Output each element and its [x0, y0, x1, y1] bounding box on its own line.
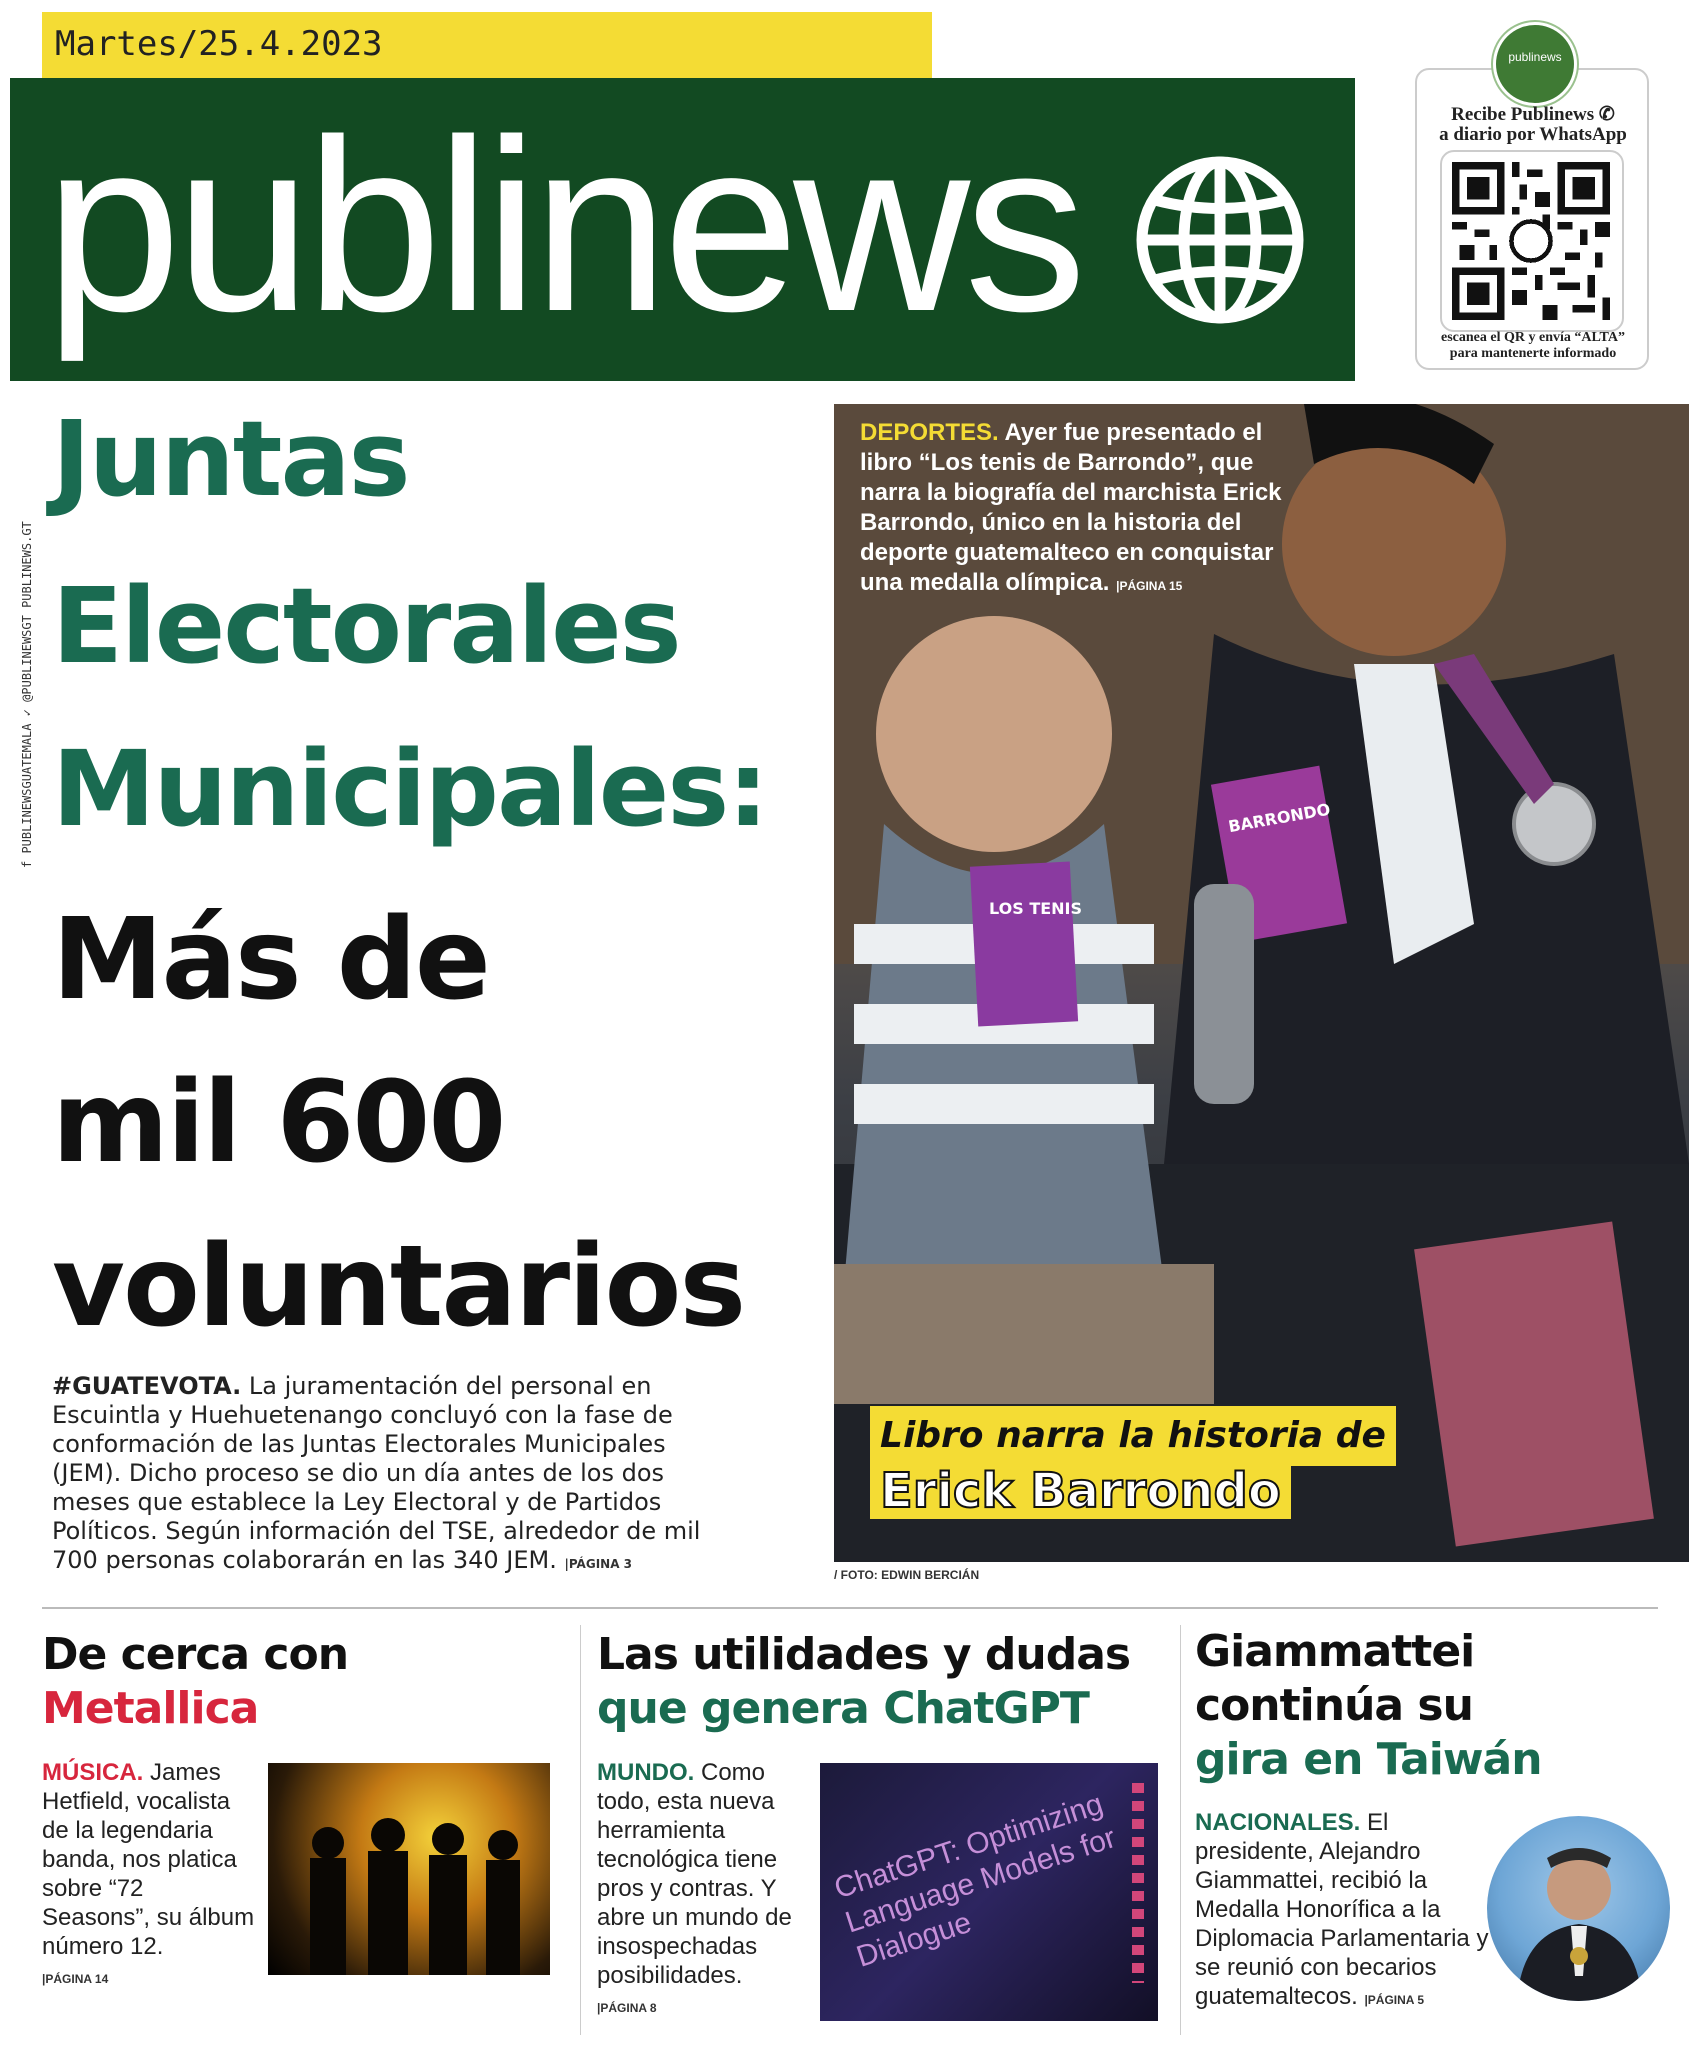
promo-subtitle: a diario por WhatsApp — [1439, 124, 1627, 145]
giammattei-page-ref[interactable]: |PÁGINA 5 — [1364, 1993, 1425, 2007]
badge-text: publinews — [1508, 50, 1562, 64]
section-divider — [42, 1607, 1658, 1609]
olympic-medal — [1514, 784, 1594, 864]
chatgpt-headline[interactable] — [597, 1628, 1137, 1736]
chatgpt-screen-text: ChatGPT: Optimizing Language Models for Dialogue — [830, 1787, 1120, 1974]
chatgpt-body — [597, 1758, 797, 2023]
photo-caption — [860, 418, 1320, 601]
metallica-headline-line-2: Metallica — [42, 1683, 259, 1734]
chatgpt-page-ref[interactable]: |PÁGINA 8 — [597, 2001, 657, 2015]
headline-line-6[interactable]: voluntarios — [52, 1222, 745, 1352]
chatgpt-headline-line-2: que genera ChatGPT — [597, 1683, 1089, 1734]
photo-credit: / FOTO: EDWIN BERCIÁN — [834, 1568, 980, 1582]
promo-title: Recibe Publinews ✆ — [1451, 104, 1615, 125]
column-divider-1 — [580, 1625, 581, 2035]
metallica-text: James Hetfield, vocalista de la legendaria banda, nos platica sobre “72 Seasons”, su álbum número 12. — [42, 1759, 255, 1960]
blanket — [834, 1264, 1214, 1404]
giammattei-headline-line-3: gira en Taiwán — [1195, 1734, 1542, 1785]
giammattei-text: El presidente, Alejandro Giammattei, recibió la Medalla Honorífica a la Diplomacia Parlamentaria y se reunió con becarios guatemaltecos. — [1195, 1809, 1489, 2010]
photo-banner-line-2[interactable]: Erick Barrondo — [870, 1463, 1291, 1519]
chatgpt-text: Como todo, esta nueva herramienta tecnológica tiene pros y contras. Y abre un mundo de insospechadas posibilidades. — [597, 1759, 792, 1989]
social-handles-text: f PUBLINEWSGUATEMALA ✓ @PUBLINEWSGT PUBLINEWS.GT — [20, 521, 34, 868]
metallica-headline-line-1: De cerca con — [42, 1629, 349, 1680]
main-story-body — [52, 1372, 732, 1579]
main-story-text: La juramentación del personal en Escuintla y Huehuetenango concluyó con la fase de conformación de las Juntas Electorales Municipales (JEM). Dicho proceso se dio un día antes de los dos meses que establece la Ley Electoral y de Partidos Políticos. Según información del TSE, alrededor de mil 700 personas colaborarán en las 340 JEM. — [52, 1372, 701, 1574]
screen-stripe — [1132, 1783, 1144, 1983]
giammattei-headline-line-1: Giammattei — [1195, 1626, 1475, 1677]
headline-line-5[interactable]: mil 600 — [52, 1058, 505, 1188]
headline-line-2[interactable]: Electorales — [52, 565, 680, 687]
giammattei-kicker: NACIONALES. — [1195, 1809, 1361, 1836]
giammattei-portrait[interactable] — [1487, 1816, 1670, 2001]
portrait-figure — [1487, 1816, 1670, 2001]
photo-caption-text: Ayer fue presentado el libro “Los tenis de Barrondo”, que narra la biografía del marchista Erick Barrondo, único en la historia del deporte guatemalteco en conquistar una medalla olímpica. — [860, 419, 1282, 596]
metallica-band-photo[interactable] — [268, 1763, 550, 1975]
main-story-kicker: #GUATEVOTA. — [52, 1372, 242, 1400]
giammattei-body — [1195, 1808, 1490, 2015]
water-bottle — [1194, 884, 1254, 1104]
brand-logo-text: publinews — [45, 88, 1081, 362]
issue-date: Martes/25.4.2023 — [55, 24, 383, 64]
main-story-page-ref[interactable]: |PÁGINA 3 — [564, 1557, 633, 1571]
chatgpt-headline-line-1: Las utilidades y dudas — [597, 1629, 1131, 1680]
giammattei-headline-line-2: continúa su — [1195, 1680, 1473, 1731]
person-left-head — [876, 616, 1112, 852]
promo-footer-2: para mantenerte informado — [1449, 346, 1617, 361]
whatsapp-icon: ✆ — [1598, 104, 1615, 125]
headline-line-3[interactable]: Municipales: — [52, 728, 767, 850]
metallica-body — [42, 1758, 257, 1994]
photo-caption-page-ref[interactable]: |PÁGINA 15 — [1116, 579, 1183, 593]
metallica-headline[interactable] — [42, 1628, 542, 1736]
metallica-page-ref[interactable]: |PÁGINA 14 — [42, 1972, 109, 1986]
giammattei-headline[interactable] — [1195, 1625, 1665, 1787]
publinews-badge-icon — [1493, 22, 1577, 106]
photo-banner-line-1[interactable]: Libro narra la historia de — [870, 1406, 1396, 1466]
chatgpt-kicker: MUNDO. — [597, 1759, 695, 1786]
social-handles — [18, 408, 48, 868]
column-divider-2 — [1180, 1625, 1181, 2035]
headline-line-1[interactable]: Juntas — [52, 398, 409, 520]
promo-footer: escanea el QR y envía “ALTA” — [1441, 330, 1625, 345]
metallica-kicker: MÚSICA. — [42, 1759, 144, 1786]
qr-code[interactable] — [1452, 162, 1610, 320]
headline-line-4[interactable]: Más de — [52, 895, 489, 1025]
chatgpt-screen-photo[interactable] — [820, 1763, 1158, 2021]
book-left — [970, 861, 1082, 1026]
svg-text:BARRONDO: BARRONDO — [1226, 799, 1332, 837]
svg-text:LOS TENIS: LOS TENIS — [989, 899, 1083, 918]
globe-icon — [1135, 155, 1305, 325]
band-silhouettes — [268, 1763, 550, 1975]
photo-caption-kicker: DEPORTES. — [860, 419, 999, 446]
